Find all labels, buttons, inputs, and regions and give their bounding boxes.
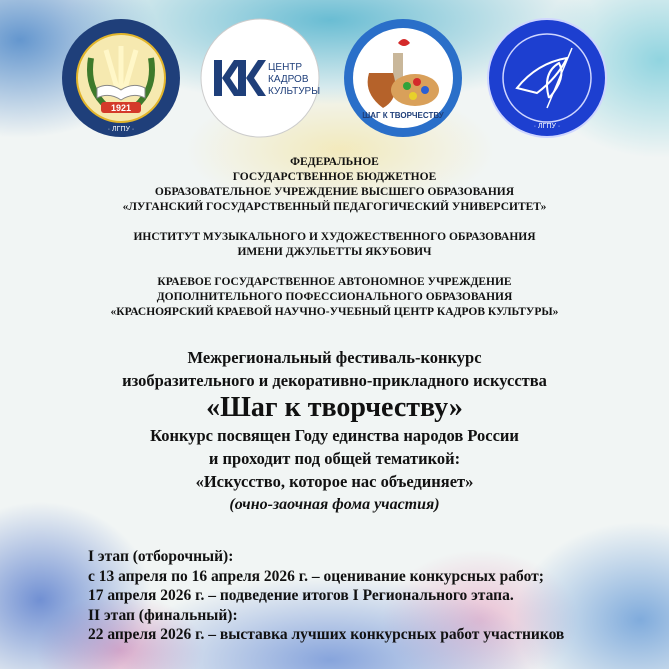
festival-dedication: Конкурс посвящен Году единства народов России: [150, 426, 519, 445]
org2-line: ИМЕНИ ДЖУЛЬЕТТЫ ЯКУБОВИЧ: [237, 246, 432, 258]
festival-intro: Межрегиональный фестиваль-конкурс: [187, 348, 482, 367]
org1-line: ОБРАЗОВАТЕЛЬНОЕ УЧРЕЖДЕНИЕ ВЫСШЕГО ОБРАЗОВАНИЯ: [154, 186, 515, 198]
schedule-item: 22 апреля 2026 г. – выставка лучших конкурсных работ участников: [88, 626, 565, 644]
org3-line: ДОПОЛНИТЕЛЬНОГО ПОФЕССИОНАЛЬНОГО ОБРАЗОВАНИЯ: [156, 291, 513, 303]
festival-description: [0, 346, 669, 516]
organizers-header: [0, 155, 669, 320]
org1-line: «ЛУГАНСКИЙ ГОСУДАРСТВЕННЫЙ ПЕДАГОГИЧЕСКИЙ УНИВЕРСИТЕТ»: [122, 201, 547, 213]
festival-title: «Шаг к творчеству»: [206, 392, 463, 423]
svg-text:· ЛГПУ ·: · ЛГПУ ·: [107, 126, 135, 133]
svg-text:ЦЕНТР: ЦЕНТР: [268, 62, 303, 73]
schedule: [88, 547, 564, 645]
schedule-item: 17 апреля 2026 г. – подведение итогов I Регионального этапа.: [88, 587, 514, 605]
svg-text:· ЛГПУ ·: · ЛГПУ ·: [533, 123, 561, 130]
org2-line: ИНСТИТУТ МУЗЫКАЛЬНОГО И ХУДОЖЕСТВЕННОГО ОБРАЗОВАНИЯ: [133, 231, 536, 243]
festival-theme: «Искусство, которое нас объединяет»: [195, 472, 474, 491]
festival-dedication: и проходит под общей тематикой:: [208, 449, 461, 468]
svg-text:ШАГ К ТВОРЧЕСТВУ: ШАГ К ТВОРЧЕСТВУ: [362, 111, 444, 120]
org1-line: ГОСУДАРСТВЕННОЕ БЮДЖЕТНОЕ: [232, 171, 437, 183]
org3-line: «КРАСНОЯРСКИЙ КРАЕВОЙ НАУЧНО-УЧЕБНЫЙ ЦЕНТР КАДРОВ КУЛЬТУРЫ»: [110, 306, 559, 318]
svg-text:1921: 1921: [110, 103, 132, 113]
shag-k-tvorchestvu-logo: [343, 18, 463, 138]
schedule-stage-2: II этап (финальный):: [88, 606, 238, 624]
svg-text:КУЛЬТУРЫ: КУЛЬТУРЫ: [268, 86, 320, 97]
schedule-stage-1: I этап (отборочный):: [88, 548, 234, 565]
schedule-item: с 13 апреля по 16 апреля 2026 г. – оценивание конкурсных работ;: [88, 567, 544, 585]
festival-intro: изобразительного и декоративно-прикладного искусства: [122, 371, 547, 390]
institute-emblem: [487, 18, 607, 138]
participation-format: (очно-заочная фома участия): [229, 496, 440, 513]
org1-line: ФЕДЕРАЛЬНОЕ: [290, 156, 379, 168]
center-kadrov-kultury-logo: [200, 18, 320, 138]
org3-line: КРАЕВОЕ ГОСУДАРСТВЕННОЕ АВТОНОМНОЕ УЧРЕЖДЕНИЕ: [157, 276, 512, 288]
lgpu-emblem: [61, 18, 181, 138]
svg-text:КАДРОВ: КАДРОВ: [268, 74, 309, 85]
